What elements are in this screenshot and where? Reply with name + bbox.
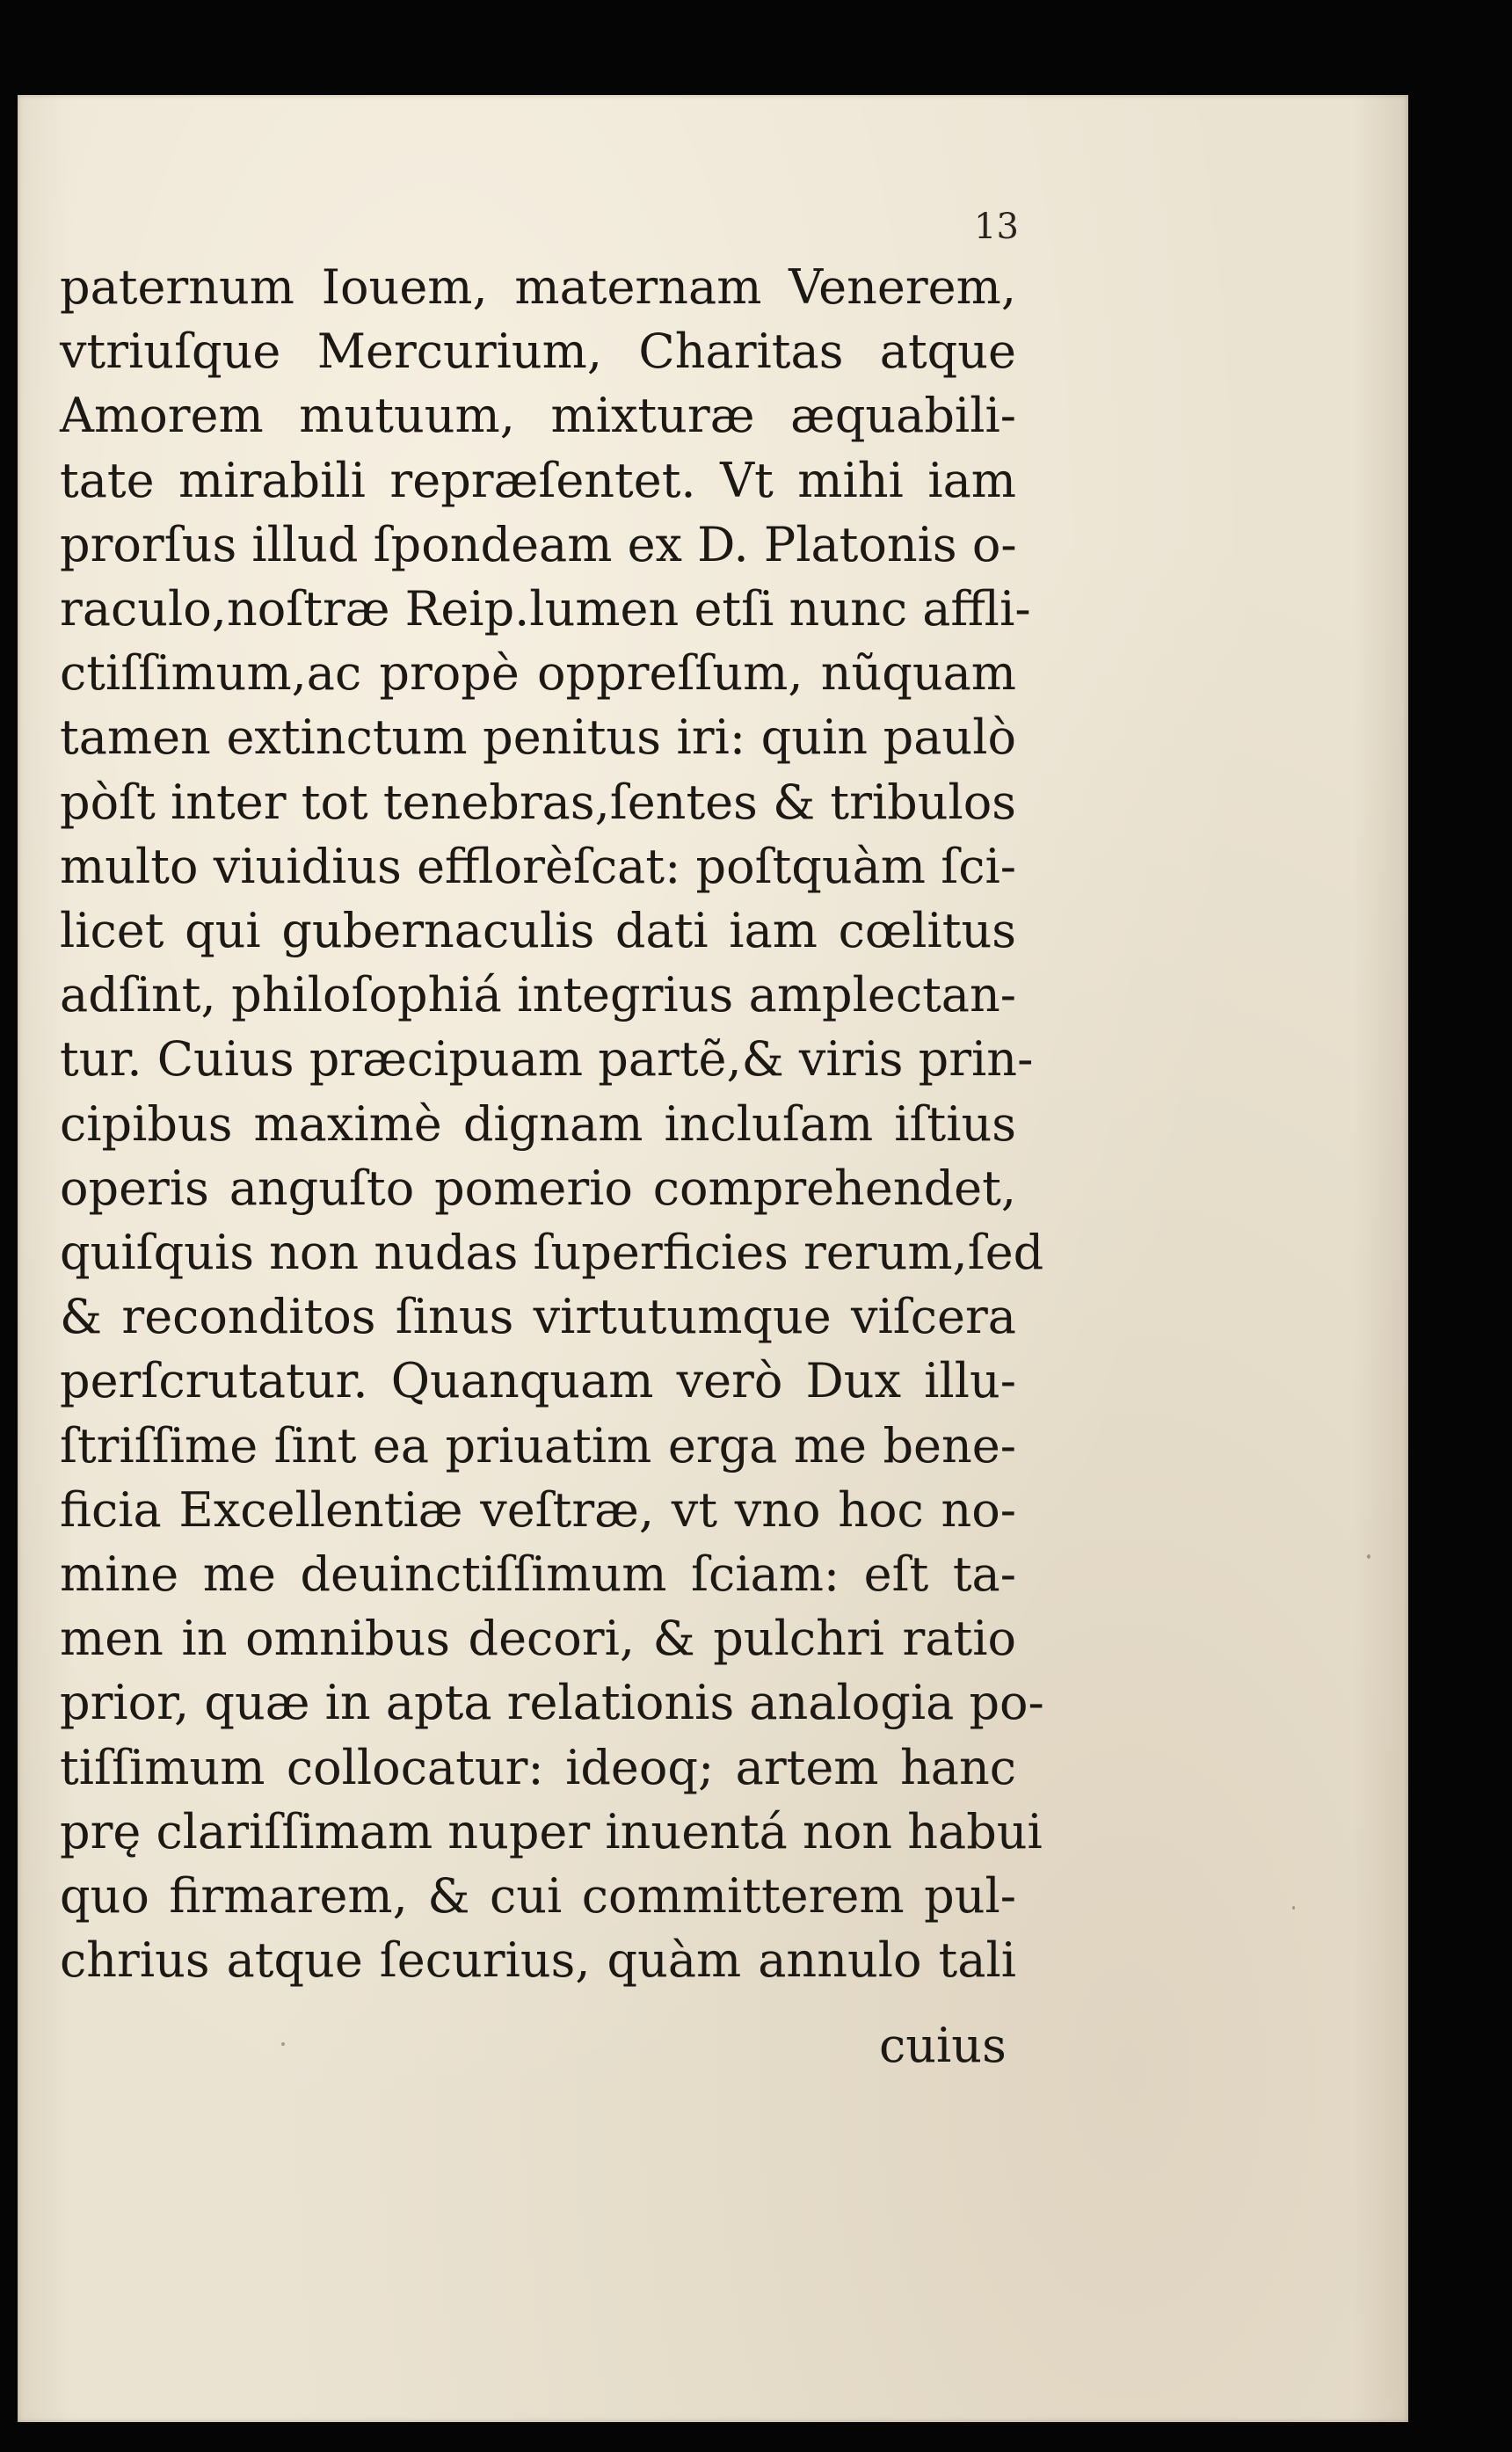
text-line: vtriuſque Mercurium, Charitas atque [60,324,1016,380]
text-line: operis anguſto pomerio comprehendet, [60,1160,1016,1216]
text-line: & reconditos ſinus virtutumque viſcera [60,1289,1016,1345]
text-line: cipibus maximè dignam incluſam iſtius [60,1095,1016,1152]
text-line: tamen extinctum penitus iri: quin paulò [60,709,1016,766]
paper-speck [1292,1906,1295,1910]
text-line: prior, quæ in apta relationis analogia po- [60,1675,1044,1731]
text-line: Amorem mutuum, mixturæ æquabili- [60,388,1016,444]
text-line: men in omnibus decori, & pulchri ratio [60,1611,1016,1667]
text-line: quiſquis non nudas ſuperficies rerum,ſed [60,1225,1044,1281]
text-line: raculo,noſtræ Reip.lumen etſi nunc affli- [60,581,1031,637]
text-line: ficia Excellentiæ veſtræ, vt vno hoc no- [60,1481,1016,1538]
catchword: cuius [879,2018,1007,2073]
text-line: adſint, philoſophiá integrius amplectan- [60,967,1016,1023]
text-line: chrius atque ſecurius, quàm annulo tali [60,1932,1016,1989]
text-line: multo viuidius efflorèſcat: poſtquàm ſci- [60,838,1016,894]
text-line: pòſt inter tot tenebras,ſentes & tribulos [60,774,1016,830]
body-text [60,255,1044,1992]
paper-speck [281,2042,285,2046]
text-line: tate mirabili repræſentet. Vt mihi iam [60,452,1016,508]
text-line: paternum Iouem, maternam Venerem, [60,259,1016,315]
text-line: tiſſimum collocatur: ideoq; artem hanc [60,1739,1016,1795]
text-line: mine me deuinctiſſimum ſciam: eſt ta- [60,1546,1016,1603]
text-line: prorſus illud ſpondeam ex D. Platonis o- [60,516,1017,572]
text-line: ctiſſimum,ac propè oppreſſum, nũquam [60,645,1016,702]
paper-speck [1367,1554,1370,1559]
text-line: quo firmarem, & cui committerem pul- [60,1868,1016,1924]
text-line: ſtriſſime ſint ea priuatim erga me bene- [60,1417,1016,1473]
text-line: prę clariſſimam nuper inuentá non habui [60,1803,1043,1859]
text-line: tur. Cuius præcipuam partẽ,& viris prin- [60,1031,1034,1088]
text-line: licet qui gubernaculis dati iam cœlitus [60,903,1016,959]
text-line: perſcrutatur. Quanquam verò Dux illu- [60,1353,1016,1409]
page-number: 13 [974,207,1019,247]
